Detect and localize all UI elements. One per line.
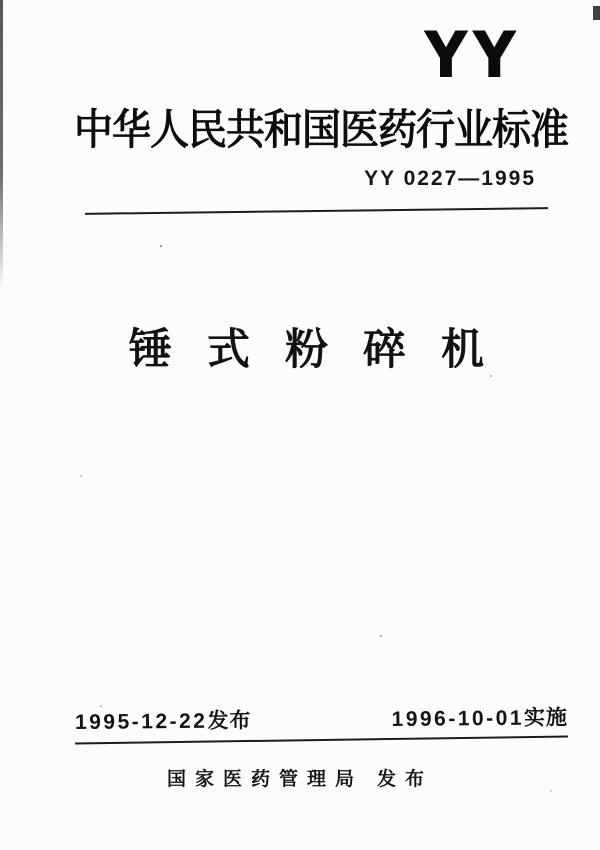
publisher-name: 国家医药管理局 [166, 769, 363, 790]
standard-number: YY 0227—1995 [364, 167, 536, 190]
issued-date-group [75, 704, 252, 736]
header-divider-line [85, 207, 548, 215]
scan-corner-artifact [593, 6, 600, 20]
scan-noise [160, 245, 162, 247]
publisher-action: 发布 [377, 769, 434, 790]
standard-category-title: 中华人民共和国医药行业标准 [74, 107, 569, 154]
implementation-date: 1996-10-01 [391, 706, 525, 731]
issued-date: 1995-12-22 [74, 709, 208, 734]
publisher-row [0, 764, 600, 791]
yy-logo: YY [425, 19, 522, 90]
dates-row [75, 701, 568, 736]
issued-label: 发布 [207, 709, 252, 733]
document-title: 锤式粉碎机 [129, 326, 519, 374]
scan-edge-artifact [0, 0, 3, 290]
footer-divider-line [75, 736, 568, 745]
implementation-label: 实施 [523, 706, 569, 730]
implementation-date-group [391, 701, 568, 733]
